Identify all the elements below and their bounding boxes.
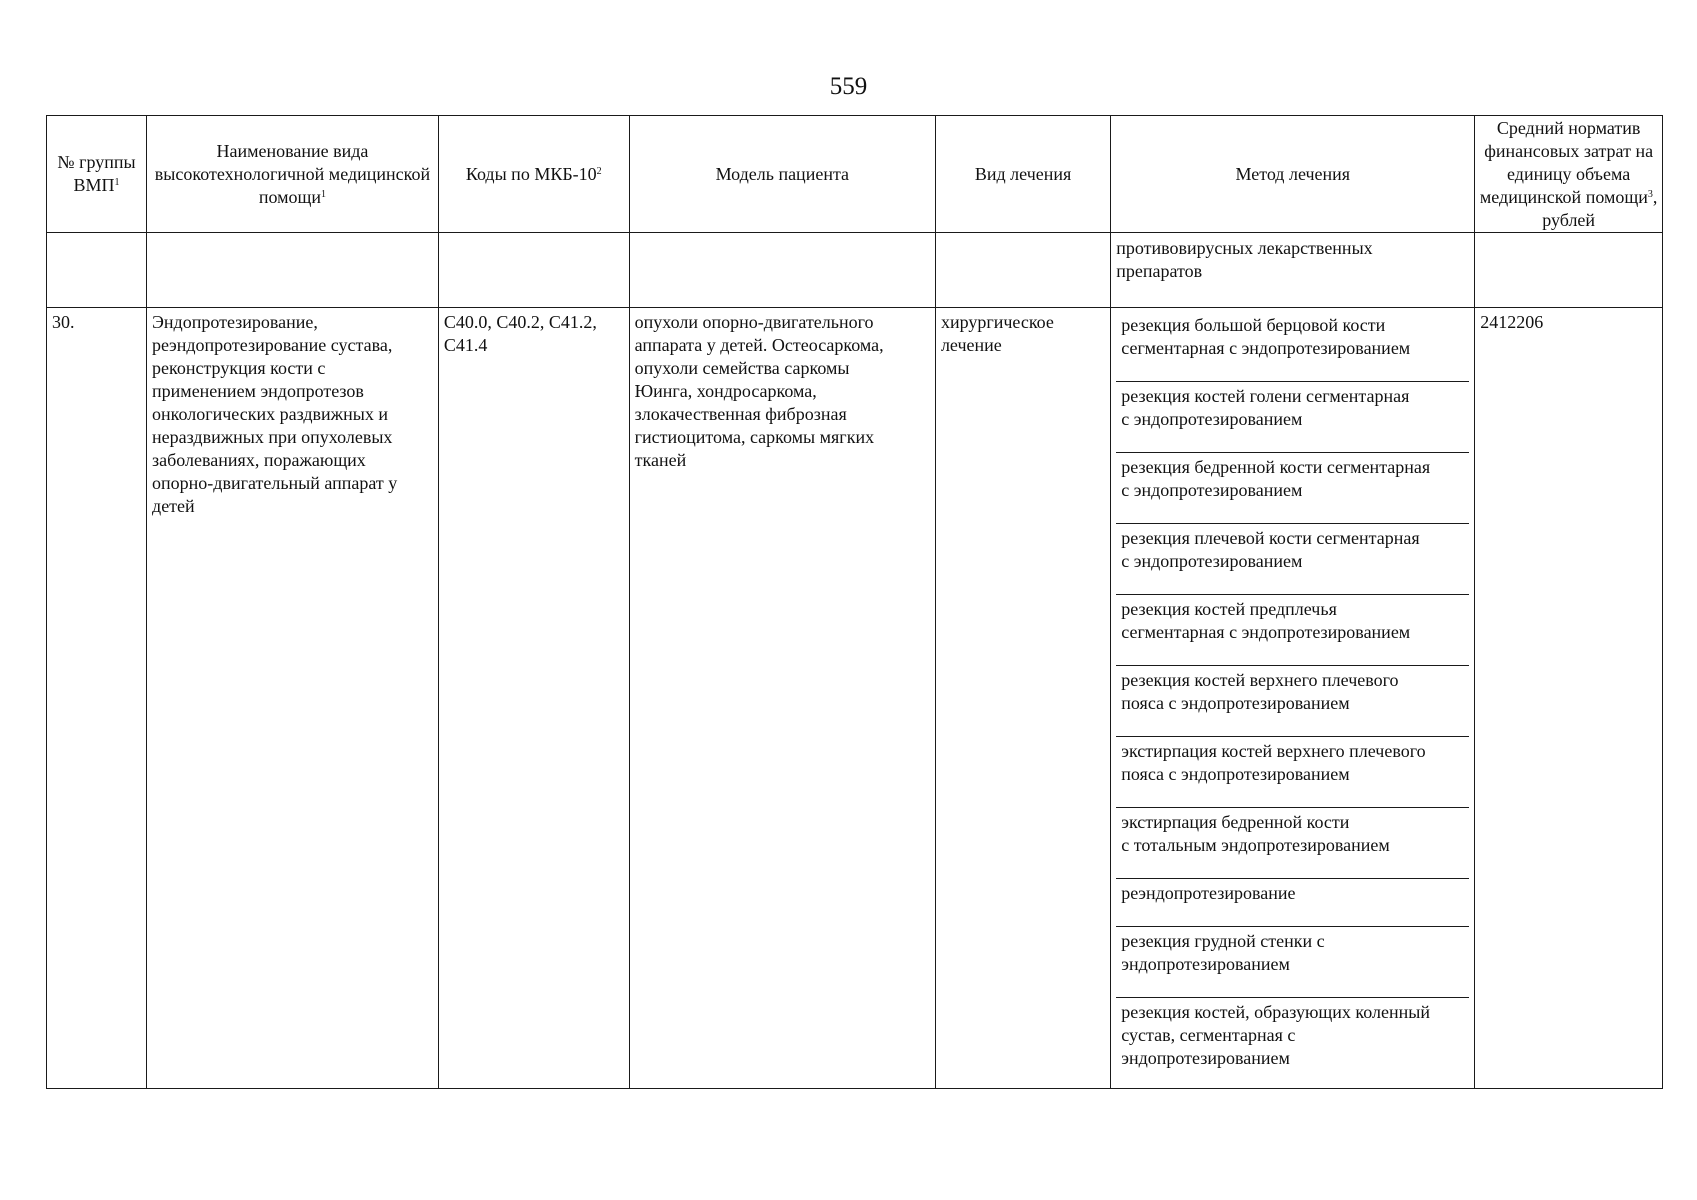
method-item: резекция костей верхнего плечевого пояса с эндопротезированием (1116, 666, 1469, 737)
cont-name-cell (147, 233, 439, 308)
method-item: резекция большой берцовой кости сегментарная с эндопротезированием (1116, 311, 1469, 382)
method-item: резекция бедренной кости сегментарная с эндопротезированием (1116, 453, 1469, 524)
cont-method-cell: противовирусных лекарственных препаратов (1111, 233, 1475, 308)
page-number: 559 (829, 73, 868, 100)
group-number: 30. (47, 308, 147, 1089)
cost-value: 2412206 (1475, 308, 1663, 1089)
cont-codes-cell (438, 233, 629, 308)
method-item: резекция костей голени сегментарная с эндопротезированием (1116, 382, 1469, 453)
cont-model-cell (629, 233, 935, 308)
continuation-row (47, 233, 1663, 308)
header-row (47, 116, 1663, 233)
header-group: № группы ВМП$^1$ (47, 116, 147, 233)
icd-codes: C40.0, C40.2, C41.2, C41.4 (438, 308, 629, 1089)
method-item: резекция плечевой кости сегментарная с эндопротезированием (1116, 524, 1469, 595)
cont-treatment-cell (935, 233, 1110, 308)
header-model: Модель пациента (629, 116, 935, 233)
header-codes: Коды по МКБ-$10^2$ (438, 116, 629, 233)
header-cost: Средний норматив финансовых затрат на единицу объема медицинской помощи$^3$, рублей (1475, 116, 1663, 233)
vmp-name: Эндопротезирование, реэндопротезирование сустава, реконструкция кости с применением эндопротезов онкологических раздвижных и нераздвижных при опухолевых заболеваниях, поражающих опорно-двигательный аппарат у детей (147, 308, 439, 1089)
method-item: реэндопротезирование (1116, 879, 1469, 927)
header-treatment: Вид лечения (935, 116, 1110, 233)
vmp-table (46, 115, 1663, 1089)
method-item: резекция костей предплечья сегментарная с эндопротезированием (1116, 595, 1469, 666)
cont-cost-cell (1475, 233, 1663, 308)
header-method: Метод лечения (1111, 116, 1475, 233)
method-item: экстирпация бедренной кости с тотальным эндопротезированием (1116, 808, 1469, 879)
method-item: резекция костей, образующих коленный сустав, сегментарная с эндопротезированием (1121, 1002, 1430, 1068)
header-name: Наименование вида высокотехнологичной медицинской помощи$^1$ (147, 116, 439, 233)
table-row (47, 308, 1663, 1089)
treatment-type: хирургическое лечение (935, 308, 1110, 1089)
patient-model: опухоли опорно-двигательного аппарата у детей. Остеосаркома, опухоли семейства саркомы Юинга, хондросаркома, злокачественная фиброзная гистиоцитома, саркомы мягких тканей (629, 308, 935, 1089)
method-item: экстирпация костей верхнего плечевого пояса с эндопротезированием (1116, 737, 1469, 808)
cont-group-cell (47, 233, 147, 308)
method-item: резекция грудной стенки с эндопротезированием (1116, 927, 1469, 998)
treatment-methods (1111, 308, 1475, 1089)
